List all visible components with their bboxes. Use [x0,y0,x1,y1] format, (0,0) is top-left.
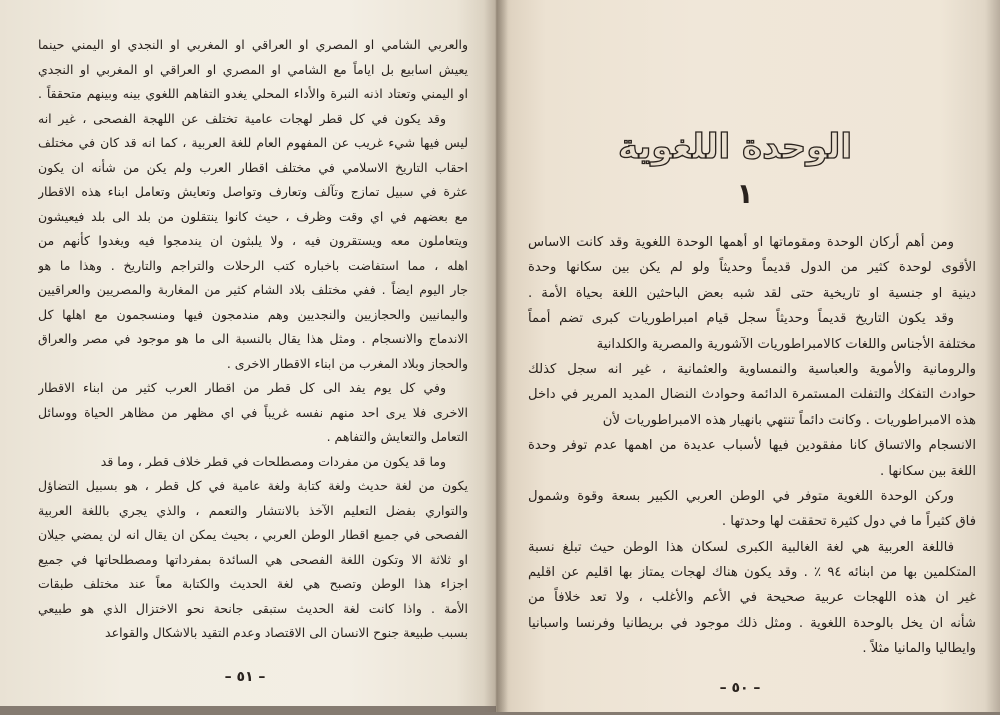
left-page-body-text [38,33,468,646]
text-line: يعيش اسابيع بل اياماً مع الشامي او المصري او العراقي او المغربي او النجدي [38,61,468,77]
text-line: حوادث التفكك والتفلت المستمرة الدائمة وحوادث النضال المديد المرير في داخل [528,387,976,403]
paragraph [38,107,468,377]
paragraph [528,484,976,535]
right-page-body-text [528,230,976,662]
text-line: فاللغة العربية هي لغة الغالبية الكبرى لسكان هذا الوطن حيث تبلغ نسبة [528,539,954,555]
text-line: اجزاء هذا الوطن وتصبح هي لغة الحديث والكتابة معاً عند مختلف طبقات [38,576,468,591]
text-line: واليمانيين والحجازيين والنجديين وهم مندمجون فيها ومنسجمون مع اهلها كل [38,306,468,322]
text-line: والرومانية والأموية والعباسية والنمساوية والعثمانية ، غير انه سجل كذلك [528,361,976,377]
text-line: جار اليوم ايضاً . ففي مختلف بلاد الشام كثير من المغاربة والمصريين والعراقيين [38,282,468,297]
text-line: الانسجام والاتساق كانا مفقودين فيها لأسباب عديدة من اهمها عدم توفر وحدة [528,438,976,454]
chapter-title: الوحدة اللغوية [618,127,852,167]
page-number: – ٥١ – [224,669,266,685]
text-line: والحجاز وبلاد المغرب من ابناء الاقطار الاخرى . [226,355,468,371]
text-line: الأمة . واذا كانت لغة الحديث ستبقى جانحة نحو الاختزال الذي هو طبيعي [38,600,468,616]
paragraph [528,535,976,662]
text-line: فاق كثيراً ما في دول كثيرة تحققت لها وحدتها . [721,514,976,530]
text-line: غير ان هذه اللهجات عربية صحيحة في الأعم والأغلب ، ولا تعد خلافاً من [528,590,976,606]
text-line: مختلفة الأجناس واللغات كالامبراطوريات الآشورية والمصرية والكلدانية [596,336,976,352]
paragraph [528,230,976,306]
text-line: اللغة بين سكانها . [879,463,976,479]
paragraph [38,33,468,107]
text-line: وركن الوحدة اللغوية متوفر في الوطن العربي الكبير بسعة وقوة وشمول [528,488,954,504]
text-line: والتواري بفضل التعليم الآخذ بالانتشار والتعمم ، والذي يجري باللغة العربية [38,502,468,518]
text-line: يكون من لغة حديث ولغة كتابة ولغة عامية في كل قطر ، هو بسبيل التضاؤل [38,478,468,493]
text-line: الأقوى لوحدة كثير من الدول قديماً وحديثاً ولو لم يكن بين سكانها وحدة [528,260,976,276]
text-line: وقد يكون التاريخ قديماً وحديثاً سجل قيام امبراطوريات كبرى تضم أمماً [528,311,954,327]
text-line: او ثلاثة الا وتكون اللغة الفصحى هي السائدة بمفرداتها ومصطلحاتها في جميع [38,551,468,567]
text-line: عثرة في سبيل تمازج وتآلف وتعارف وتواصل وتعايش وتعامل ابناء هذه الاقطار [38,184,468,199]
section-number: ١ [736,177,754,210]
text-line: وما قد يكون من مفردات ومصطلحات في قطر خلاف قطر ، وما قد [100,453,446,469]
text-line: الاندماج والانسجام . ومثل هذا يقال بالنسبة الى ما هو موجود في مصر والعراق [38,331,468,346]
text-line: الاخرى فلا يرى احد منهم نفسه غريباً في اي مظهر من مظاهر الحياة ووسائل [38,404,468,420]
text-line: التعامل والتعايش والتفاهم . [326,429,468,444]
text-line: احقاب التاريخ الاسلامي في مختلف اقطار العرب ولم يكن من شأنه ان يكون [38,159,468,175]
paragraph [38,450,468,646]
text-line: مع بعضهم في اي وقت وظرف ، حيث كانوا ينتقلون من بلد الى بلد فيعيشون [38,208,468,224]
text-line: بسبب طبيعة جنوح الانسان الى الاقتصاد وعدم التقيد بالاشكال والقواعد [105,625,468,640]
text-line: شأنه ان يخل بالوحدة اللغوية . ومثل ذلك موجود في بريطانيا وفرنسا واسبانيا [528,615,976,631]
text-line: وقد يكون في كل قطر لهجات عامية تختلف عن اللهجة الفصحى ، غير انه [38,110,446,126]
text-line: المتكلمين بها من ابنائه ٩٤ ٪ . وقد يكون هناك لهجات يمتاز بها اقليم عن اقليم [528,565,976,581]
text-line: هذه الامبراطوريات . وكانت دائماً تنتهي بانهيار هذه الامبراطوريات لأن [602,412,976,428]
text-line: او اليمني وتعتاد اذنه النبرة والأداء المحلي يغدو التفاهم اللغوي بينه وبينهم متحققاً . [38,86,468,101]
paragraph [528,306,976,484]
text-line: وايطاليا والمانيا مثلاً . [862,641,976,657]
text-line: وفي كل يوم يفد الى كل قطر من اقطار العرب كثير من ابناء الاقطار [38,380,446,395]
paragraph [38,376,468,450]
text-line: ليس فيها شيء غريب عن المفهوم العام للغة العربية ، كما انه قد كان في مختلف [38,135,468,150]
text-line: والعربي الشامي او المصري او العراقي او المغربي او النجدي او اليمني حينما [38,37,468,52]
text-line: اهله ، مما استفاضت باخباره كتب الرحلات والتراجم والتاريخ . وهذا ما هو [38,257,468,273]
text-line: ومن أهم أركان الوحدة ومقوماتها او أهمها الوحدة اللغوية وقد كانت الاساس [528,235,954,250]
page-number: – ٥٠ – [719,680,761,696]
text-line: الفصحى في جميع اقطار الوطن العربي ، بحيث يمكن ان يقال انه لن يمضي جيلان [38,527,468,542]
text-line: ويتعاملون معه ويستقرون فيه ، ولا يلبثون ان يندمجوا فيه ويغدوا كأنهم من [38,233,468,248]
text-line: دينية او جنسية او تاريخية حتى لقد شبه بعض الباحثين اللغة بحياة الأمة . [528,285,976,301]
